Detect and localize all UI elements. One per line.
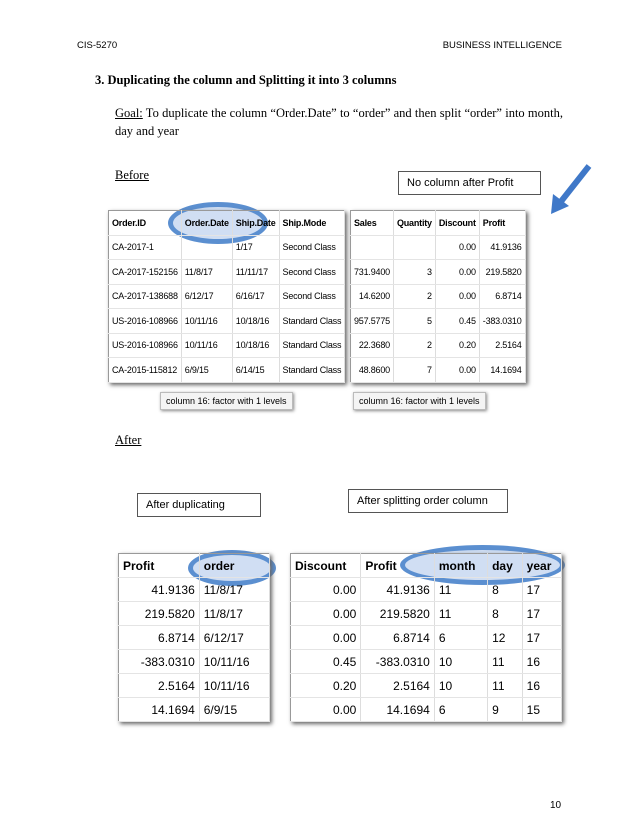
header-course: CIS-5270 [77,40,118,51]
header-row [119,554,270,578]
table-row [109,284,345,309]
goal-text: To duplicate the column “Order.Date” to “order” and then split “order” into month, day and year [115,106,563,138]
table-cell: 8 [488,578,523,602]
table-cell: 8 [488,602,523,626]
table-cell: 0.00 [291,626,361,650]
table-cell: -383.0310 [479,309,525,334]
table-row [291,626,562,650]
column-header[interactable]: order [199,554,269,578]
table-cell: 41.9136 [361,578,435,602]
table-cell: 6/16/17 [232,284,279,309]
column-header[interactable]: day [488,554,523,578]
table-cell: 17 [522,578,561,602]
table-cell: 0.00 [435,284,479,309]
column-header[interactable]: Discount [291,554,361,578]
table-cell: Standard Class [279,333,345,358]
table-cell: 6/12/17 [181,284,232,309]
table-cell: 6 [434,626,487,650]
header-row [291,554,562,578]
after-label: After [115,433,142,447]
table-cell: Second Class [279,260,345,285]
table-cell: Second Class [279,284,345,309]
table-cell: -383.0310 [119,650,200,674]
table-cell: 0.00 [435,260,479,285]
table-cell: 6.8714 [119,626,200,650]
arrow-icon [545,160,595,220]
table-cell [393,235,435,260]
table-cell: 11/8/17 [181,260,232,285]
table-cell: 6.8714 [479,284,525,309]
table-cell: 16 [522,650,561,674]
table-cell: 11/8/17 [199,578,269,602]
column-header[interactable]: Quantity [393,211,435,236]
table-cell: 0.20 [291,674,361,698]
table-cell: 14.1694 [479,358,525,383]
column-header[interactable]: year [522,554,561,578]
table-cell: 14.1694 [119,698,200,722]
table-cell: 41.9136 [119,578,200,602]
table-cell [181,235,232,260]
table-cell: 6/9/15 [199,698,269,722]
before-label: Before [115,168,150,182]
table-row [119,650,270,674]
column-header[interactable]: Order.Date [181,211,232,236]
table-cell: 0.00 [435,358,479,383]
section-heading: 3. Duplicating the column and Splitting it into 3 columns [95,73,397,87]
table-cell: 10 [434,674,487,698]
table-row [119,602,270,626]
table-cell: 48.8600 [351,358,394,383]
table-cell: 0.45 [291,650,361,674]
header-row [109,211,345,236]
callout-no-column: No column after Profit [398,171,541,195]
after-left-table [118,553,270,722]
table-cell: 11 [488,650,523,674]
header-row [351,211,526,236]
table-row [109,358,345,383]
table-cell: 2.5164 [361,674,435,698]
table-row [119,674,270,698]
table-cell: 17 [522,626,561,650]
table-cell: 0.45 [435,309,479,334]
table-cell: 17 [522,602,561,626]
table-cell: 6/9/15 [181,358,232,383]
table-row [351,235,526,260]
column-header[interactable]: Profit [361,554,435,578]
table-cell: 14.6200 [351,284,394,309]
before-right-table [350,210,526,383]
table-cell: 22.3680 [351,333,394,358]
table-cell: 2 [393,333,435,358]
table-cell: 10/11/16 [181,333,232,358]
column-tooltip: column 16: factor with 1 levels [353,392,486,410]
header-title: BUSINESS INTELLIGENCE [442,40,562,51]
column-header[interactable]: Sales [351,211,394,236]
table-cell: Standard Class [279,358,345,383]
table-cell: 11 [488,674,523,698]
after-right-table [290,553,562,722]
table-cell: 1/17 [232,235,279,260]
table-cell: 731.9400 [351,260,394,285]
callout-after-duplicating: After duplicating [137,493,261,517]
table-cell: 10/11/16 [199,674,269,698]
table-cell: 2 [393,284,435,309]
table-cell: 0.00 [291,602,361,626]
table-cell: -383.0310 [361,650,435,674]
column-header[interactable]: Profit [119,554,200,578]
table-cell: US-2016-108966 [109,309,182,334]
table-cell: 0.00 [291,698,361,722]
table-cell: 10/18/16 [232,333,279,358]
column-header[interactable]: Order.ID [109,211,182,236]
table-row [291,602,562,626]
table-cell: 11 [434,602,487,626]
column-header[interactable]: Ship.Mode [279,211,345,236]
table-row [119,626,270,650]
table-cell: 6.8714 [361,626,435,650]
table-cell: 3 [393,260,435,285]
table-row [351,358,526,383]
table-cell: 0.20 [435,333,479,358]
table-cell: 6/12/17 [199,626,269,650]
table-row [291,698,562,722]
table-cell: 10/11/16 [181,309,232,334]
table-cell: 5 [393,309,435,334]
table-cell: 6/14/15 [232,358,279,383]
table-cell: 11 [434,578,487,602]
table-row [351,333,526,358]
table-row [109,309,345,334]
table-cell: 0.00 [435,235,479,260]
table-cell: 15 [522,698,561,722]
table-cell: 219.5820 [479,260,525,285]
table-cell: CA-2017-138688 [109,284,182,309]
table-cell: 0.00 [291,578,361,602]
table-row [351,260,526,285]
column-tooltip: column 16: factor with 1 levels [160,392,293,410]
table-row [351,284,526,309]
table-cell: CA-2017-152156 [109,260,182,285]
page-number: 10 [550,800,562,811]
column-header[interactable]: Discount [435,211,479,236]
table-cell: CA-2017-1 [109,235,182,260]
table-row [109,333,345,358]
table-cell [351,235,394,260]
table-cell: 12 [488,626,523,650]
column-header[interactable]: month [434,554,487,578]
table-cell: 41.9136 [479,235,525,260]
before-left-table [108,210,345,383]
table-cell: 10 [434,650,487,674]
table-cell: 9 [488,698,523,722]
table-cell: 7 [393,358,435,383]
table-cell: 957.5775 [351,309,394,334]
table-cell: 219.5820 [361,602,435,626]
table-cell: Standard Class [279,309,345,334]
table-row [351,309,526,334]
table-row [291,674,562,698]
table-cell: 16 [522,674,561,698]
goal-paragraph [115,104,563,140]
column-header[interactable]: Profit [479,211,525,236]
table-row [119,698,270,722]
table-row [291,650,562,674]
table-cell: Second Class [279,235,345,260]
table-cell: US-2016-108966 [109,333,182,358]
table-cell: 2.5164 [119,674,200,698]
table-cell: 10/11/16 [199,650,269,674]
goal-label: Goal: [115,106,143,120]
table-row [109,235,345,260]
table-cell: CA-2015-115812 [109,358,182,383]
table-cell: 11/11/17 [232,260,279,285]
column-header[interactable]: Ship.Date [232,211,279,236]
table-cell: 14.1694 [361,698,435,722]
table-row [291,578,562,602]
callout-after-splitting: After splitting order column [348,489,508,513]
table-cell: 11/8/17 [199,602,269,626]
table-cell: 6 [434,698,487,722]
table-cell: 219.5820 [119,602,200,626]
table-row [119,578,270,602]
table-cell: 10/18/16 [232,309,279,334]
table-cell: 2.5164 [479,333,525,358]
table-row [109,260,345,285]
